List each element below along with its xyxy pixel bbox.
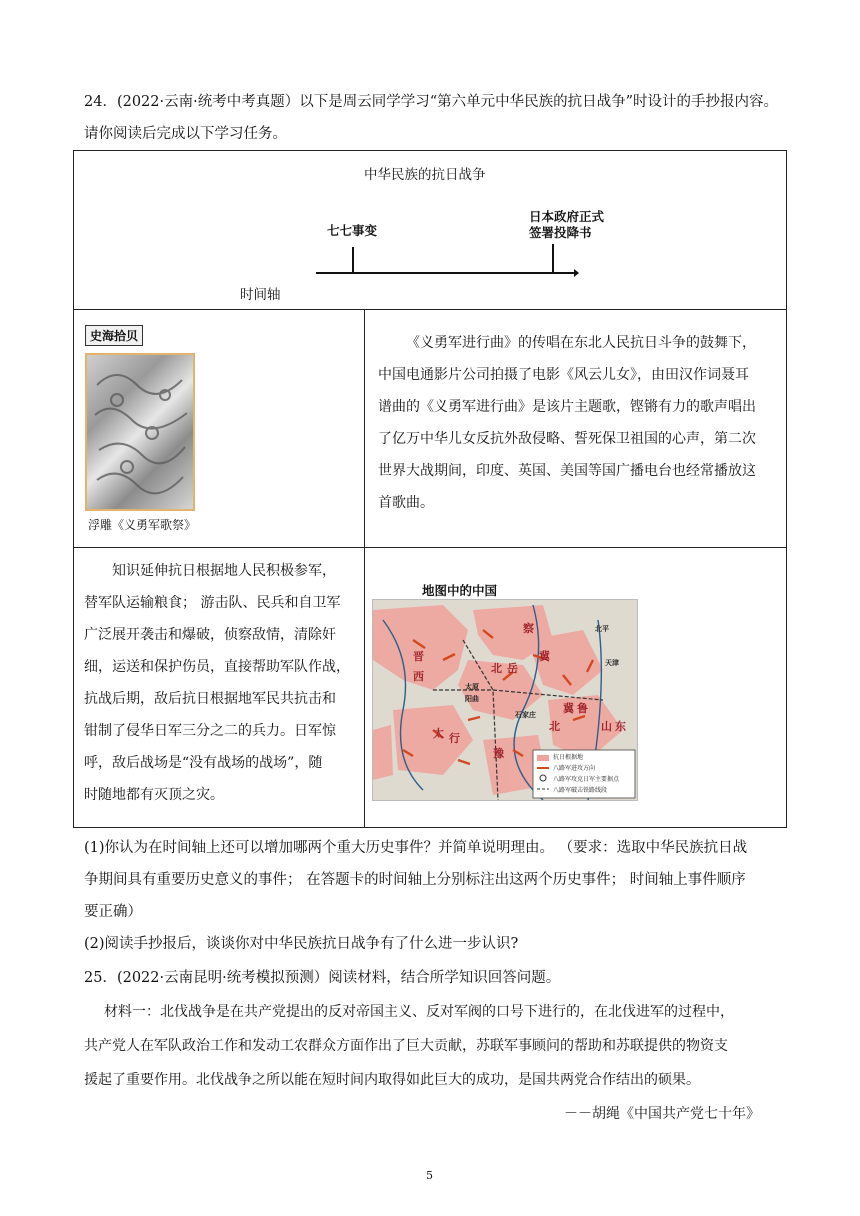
legend-item: 八路军攻克日军主要据点 [553, 776, 620, 783]
material1-line: 共产党人在军队政治工作和发动工农群众方面作出了巨大贡献，苏联军事顾问的帮助和苏联提供的物资支 [84, 1038, 728, 1054]
timeline-arrowhead [574, 269, 579, 277]
map-label: 晋 [413, 650, 424, 663]
map-label: 察 [523, 622, 534, 635]
relief-caption: 浮雕《义勇军歌祭》 [88, 518, 197, 532]
knowledge-line: 抗战后期，敌后抗日根据地军民共抗击和 [84, 691, 336, 707]
legend-item: 抗日根据地 [553, 754, 584, 761]
knowledge-line: 时随地都有灭顶之灾。 [84, 787, 224, 803]
event2-line2: 签署投降书 [529, 225, 592, 240]
page-number: 5 [426, 1169, 433, 1182]
legend-item: 八路军进攻方向 [553, 765, 596, 772]
map-label: 阳曲 [465, 695, 479, 703]
legend-item: 八路军破击铁路线段 [553, 787, 608, 794]
map-label: 北 [549, 720, 560, 733]
knowledge-line: 细，运送和保护伤员，直接帮助军队作战， [84, 659, 350, 675]
map-label: 北 [491, 662, 502, 675]
timeline-event-2 [529, 209, 604, 241]
event2-line1: 日本政府正式 [529, 209, 605, 224]
map-label: 石家庄 [515, 711, 536, 719]
map-label: 冀 [539, 650, 550, 663]
map-legend [553, 752, 619, 796]
row-divider-1 [74, 309, 786, 310]
timeline-label: 时间轴 [240, 287, 281, 303]
anthem-text [378, 327, 780, 519]
map-title: 地图中的中国 [422, 583, 498, 598]
knowledge-line: 广泛展开袭击和爆破，侦察敌情，清除奸 [84, 627, 336, 643]
q1-line3: 要正确） [84, 904, 142, 920]
anthem-line: 谱曲的《义勇军进行曲》是该片主题歌，铿锵有力的歌声唱出 [378, 399, 756, 415]
knowledge-line: 呼，敌后战场是“没有战场的战场”，随 [84, 755, 323, 771]
map-label: 北平 [595, 625, 609, 633]
map-label: 天津 [605, 659, 619, 667]
q1-line2: 争期间具有重要历史意义的事件； 在答题卡的时间轴上分别标注出这两个历史事件； 时间轴上事件顺序 [84, 872, 746, 888]
handout-table [73, 150, 787, 828]
knowledge-text [84, 555, 360, 811]
q24-line1: 24．(2022·云南·统考中考真题）以下是周云同学学习“第六单元中华民族的抗日战争”时设计的手抄报内容。 [84, 94, 779, 110]
map-label: 西 [413, 670, 424, 683]
q25-line1: 25．(2022·云南昆明·统考模拟预测）阅读材料，结合所学知识回答问题。 [84, 970, 561, 986]
map-label: 太 [433, 727, 444, 740]
map-label: 岳 [507, 662, 518, 675]
history-badge: 史海拾贝 [85, 325, 143, 346]
column-divider [364, 309, 365, 827]
timeline [74, 151, 788, 311]
anthem-line: 了亿万中华儿女反抗外敌侵略、誓死保卫祖国的心声，第二次 [378, 431, 756, 447]
row-divider-2 [74, 547, 786, 548]
map-label: 东 [615, 720, 626, 733]
knowledge-line: 知识延伸抗日根据地人民积极参军， [112, 563, 336, 579]
anthem-line: 世界大战期间，印度、英国、美国等国广播电台也经常播放这 [378, 463, 756, 479]
header-title: 中华民族的抗日战争 [364, 167, 486, 183]
timeline-event-1: 七七事变 [327, 223, 378, 238]
material1-line: 材料一：北伐战争是在共产党提出的反对帝国主义、反对军阀的口号下进行的，在北伐进军的过程中， [104, 1004, 734, 1020]
knowledge-line: 替军队运输粮食； 游击队、民兵和自卫军 [84, 595, 341, 611]
anthem-line: 首歌曲。 [378, 495, 434, 511]
knowledge-line: 钳制了侵华日军三分之二的兵力。日军惊 [84, 723, 336, 739]
relief-image [85, 353, 195, 511]
material1-line: 援起了重要作用。北伐战争之所以能在短时间内取得如此巨大的成功，是国共两党合作结出的硕果。 [84, 1072, 700, 1088]
q24-line2: 请你阅读后完成以下学习任务。 [84, 126, 287, 142]
q1-line1: (1)你认为在时间轴上还可以增加哪两个重大历史事件？并简单说明理由。 （要求：选取中华民族抗日战 [84, 840, 748, 856]
material1-source: －－胡绳《中国共产党七十年》 [564, 1106, 760, 1122]
anthem-line: 《义勇军进行曲》的传唱在东北人民抗日斗争的鼓舞下， [406, 335, 756, 351]
q2-line: (2)阅读手抄报后，谈谈你对中华民族抗日战争有了什么进一步认识? [84, 936, 519, 952]
map-label: 太原 [465, 683, 479, 691]
relief-figures [87, 355, 193, 509]
anthem-line: 中国电通影片公司拍摄了电影《风云儿女》，由田汉作词聂耳 [378, 367, 749, 383]
map-label: 鲁 [577, 702, 588, 715]
map-label: 山 [601, 720, 612, 733]
map-label: 冀 [563, 702, 574, 715]
map-label: 豫 [493, 747, 504, 760]
map-label: 行 [449, 732, 460, 745]
map-image [372, 599, 638, 801]
